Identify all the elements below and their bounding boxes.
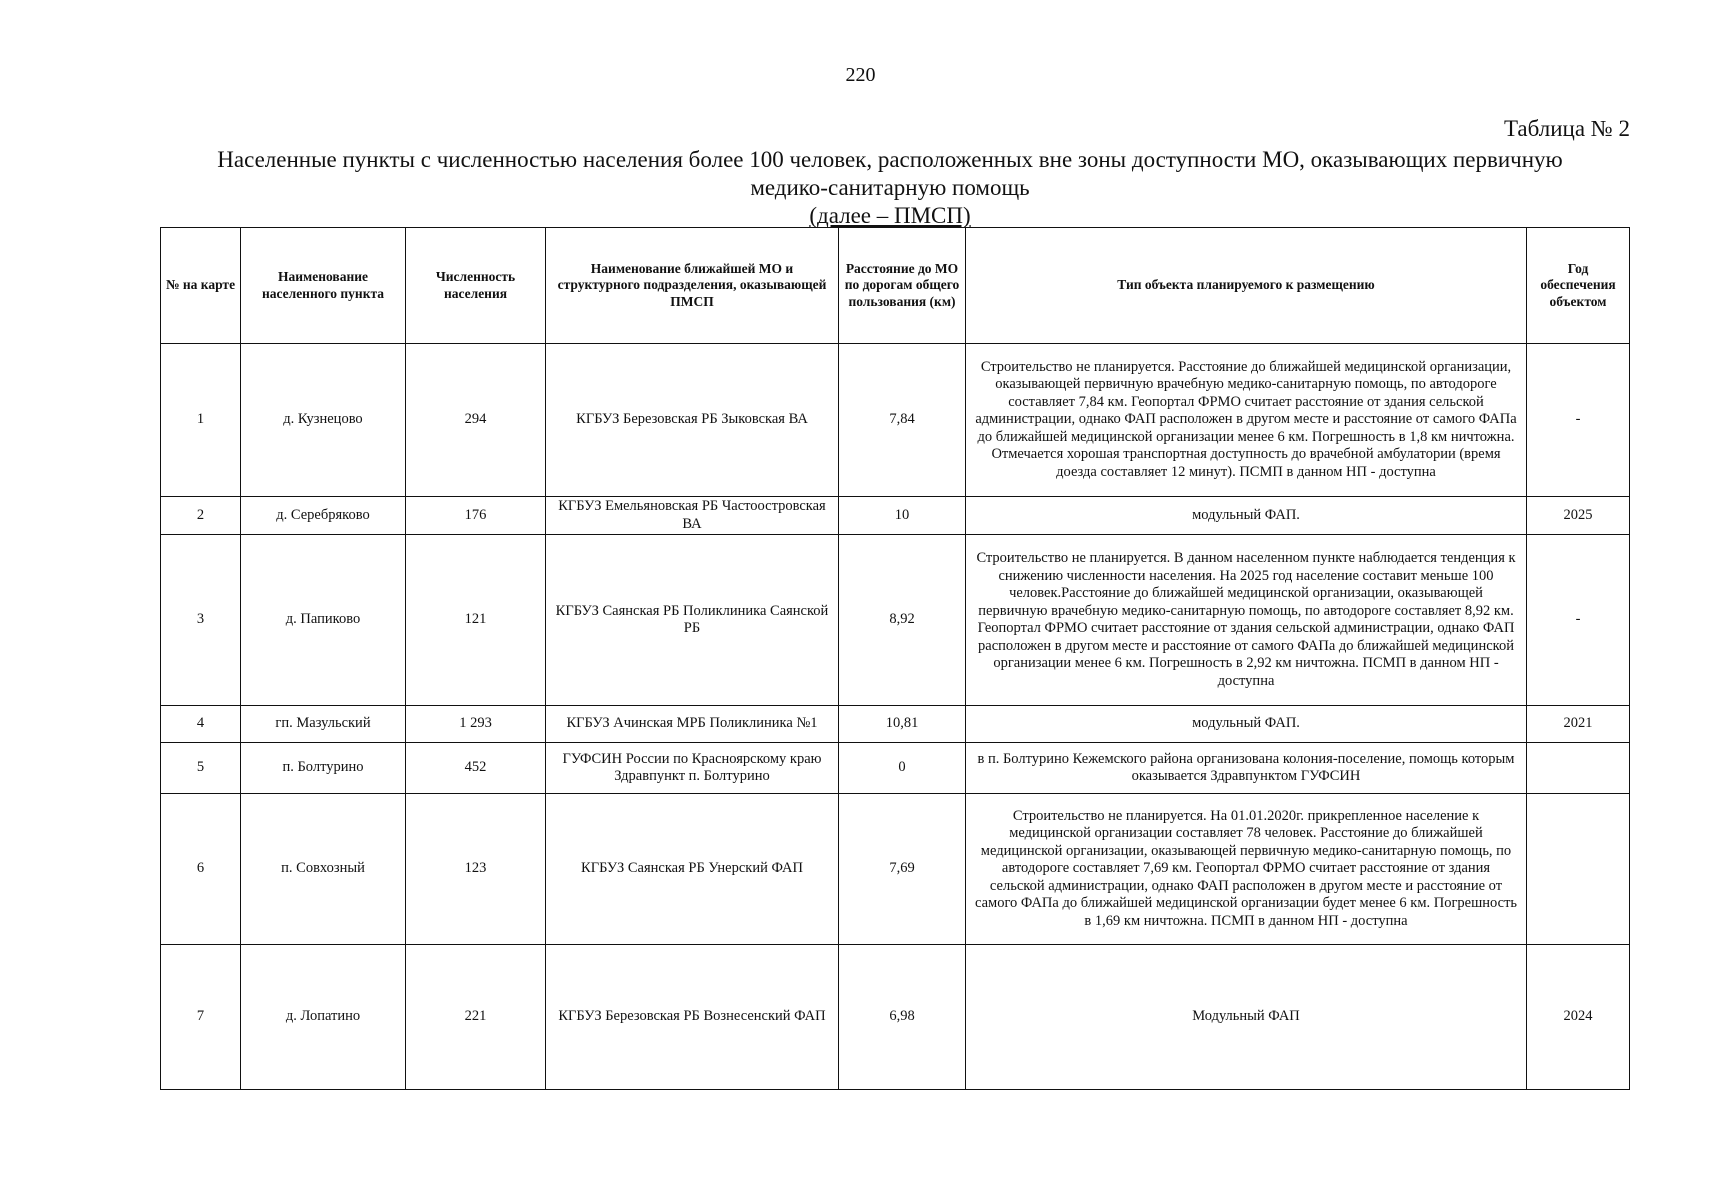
title-line-2: медико-санитарную помощь xyxy=(750,175,1030,200)
table-header-row xyxy=(161,228,1630,344)
cell-settlement: д. Серебряково xyxy=(241,497,406,535)
cell-number: 2 xyxy=(161,497,241,535)
cell-distance: 10 xyxy=(839,497,966,535)
cell-year: 2025 xyxy=(1527,497,1630,535)
cell-number: 7 xyxy=(161,945,241,1090)
table-row xyxy=(161,497,1630,535)
header-object-type: Тип объекта планируемого к размещению xyxy=(966,228,1527,344)
cell-medical-organization: КГБУЗ Емельяновская РБ Частоостровская ВА xyxy=(546,497,839,535)
cell-settlement: п. Совхозный xyxy=(241,794,406,945)
cell-settlement: д. Кузнецово xyxy=(241,344,406,497)
settlements-table xyxy=(160,227,1630,1090)
cell-medical-organization: КГБУЗ Ачинская МРБ Поликлиника №1 xyxy=(546,706,839,743)
cell-medical-organization: КГБУЗ Березовская РБ Вознесенский ФАП xyxy=(546,945,839,1090)
title-line-1: Населенные пункты с численностью населения более 100 человек, расположенных вне зоны доступности МО, оказывающих первичную xyxy=(217,147,1563,172)
cell-settlement: гп. Мазульский xyxy=(241,706,406,743)
cell-distance: 6,98 xyxy=(839,945,966,1090)
cell-population: 452 xyxy=(406,743,546,794)
cell-settlement: д. Лопатино xyxy=(241,945,406,1090)
page-number: 220 xyxy=(845,64,876,86)
cell-medical-organization: КГБУЗ Березовская РБ Зыковская ВА xyxy=(546,344,839,497)
title-line-3-text: (далее – ПМСП) xyxy=(809,203,971,228)
cell-population: 121 xyxy=(406,535,546,706)
cell-object-type: модульный ФАП. xyxy=(966,497,1527,535)
cell-population: 221 xyxy=(406,945,546,1090)
cell-number: 5 xyxy=(161,743,241,794)
table-caption: Таблица № 2 xyxy=(1503,116,1630,141)
table-row xyxy=(161,794,1630,945)
cell-distance: 8,92 xyxy=(839,535,966,706)
cell-object-type: в п. Болтурино Кежемского района организована колония-поселение, помощь которым оказывается Здравпунктом ГУФСИН xyxy=(966,743,1527,794)
cell-year: 2021 xyxy=(1527,706,1630,743)
table-row xyxy=(161,535,1630,706)
cell-medical-organization: КГБУЗ Саянская РБ Поликлиника Саянской РБ xyxy=(546,535,839,706)
cell-population: 294 xyxy=(406,344,546,497)
header-population: Численность населения xyxy=(406,228,546,344)
cell-year xyxy=(1527,794,1630,945)
cell-year: - xyxy=(1527,535,1630,706)
cell-object-type: Строительство не планируется. Расстояние до ближайшей медицинской организации, оказывающей первичную врачебную медико-санитарную помощь, по автодороге составляет 7,84 км. Геопортал ФРМО считает расстояние от здания сельской администрации, однако ФАП расположен в другом месте и расстояние от самого ФАПа до ближайшей медицинской организации менее 6 км. Погрешность в 1,8 км ничтожна. Отмечается хорошая транспортная доступность до врачебной амбулатории (время доезда составляет 12 минут). ПСМП в данном НП - доступна xyxy=(966,344,1527,497)
table-row xyxy=(161,344,1630,497)
header-number: № на карте xyxy=(161,228,241,344)
cell-population: 176 xyxy=(406,497,546,535)
cell-object-type: модульный ФАП. xyxy=(966,706,1527,743)
cell-year xyxy=(1527,743,1630,794)
header-settlement: Наименование населенного пункта xyxy=(241,228,406,344)
document-title xyxy=(160,146,1620,230)
cell-number: 1 xyxy=(161,344,241,497)
cell-population: 123 xyxy=(406,794,546,945)
header-medical-organization: Наименование ближайшей МО и структурного подразделения, оказывающей ПМСП xyxy=(546,228,839,344)
title-line-3 xyxy=(160,202,1620,230)
cell-number: 3 xyxy=(161,535,241,706)
header-distance: Расстояние до МО по дорогам общего пользования (км) xyxy=(839,228,966,344)
cell-number: 4 xyxy=(161,706,241,743)
cell-medical-organization: КГБУЗ Саянская РБ Унерский ФАП xyxy=(546,794,839,945)
cell-number: 6 xyxy=(161,794,241,945)
cell-distance: 7,84 xyxy=(839,344,966,497)
table-row xyxy=(161,706,1630,743)
table-row xyxy=(161,945,1630,1090)
cell-distance: 7,69 xyxy=(839,794,966,945)
cell-object-type: Модульный ФАП xyxy=(966,945,1527,1090)
cell-distance: 0 xyxy=(839,743,966,794)
cell-object-type: Строительство не планируется. На 01.01.2020г. прикрепленное население к медицинской организации составляет 78 человек. Расстояние до ближайшей медицинской организации, оказывающей первичную медико-санитарную помощь, по автодороге составляет 7,69 км. Геопортал ФРМО считает расстояние от здания сельской администрации, однако ФАП расположен в другом месте и расстояние от самого ФАПа до ближайшей медицинской организации будет менее 6 км. Погрешность в 1,69 км ничтожна. ПСМП в данном НП - доступна xyxy=(966,794,1527,945)
cell-distance: 10,81 xyxy=(839,706,966,743)
cell-medical-organization: ГУФСИН России по Красноярскому краю Здравпункт п. Болтурино xyxy=(546,743,839,794)
cell-population: 1 293 xyxy=(406,706,546,743)
cell-settlement: п. Болтурино xyxy=(241,743,406,794)
table-row xyxy=(161,743,1630,794)
cell-year: - xyxy=(1527,344,1630,497)
cell-settlement: д. Папиково xyxy=(241,535,406,706)
header-year: Год обеспечения объектом xyxy=(1527,228,1630,344)
cell-object-type: Строительство не планируется. В данном населенном пункте наблюдается тенденция к снижению численности населения. На 2025 год население составит меньше 100 человек.Расстояние до ближайшей медицинской организации, оказывающей первичную врачебную медико-санитарную помощь, по автодороге составляет 8,92 км. Геопортал ФРМО считает расстояние от здания сельской администрации, однако ФАП расположен в другом месте и расстояние от самого ФАПа до ближайшей медицинской организации менее 6 км. Погрешность в 2,92 км ничтожна. ПСМП в данном НП - доступна xyxy=(966,535,1527,706)
cell-year: 2024 xyxy=(1527,945,1630,1090)
